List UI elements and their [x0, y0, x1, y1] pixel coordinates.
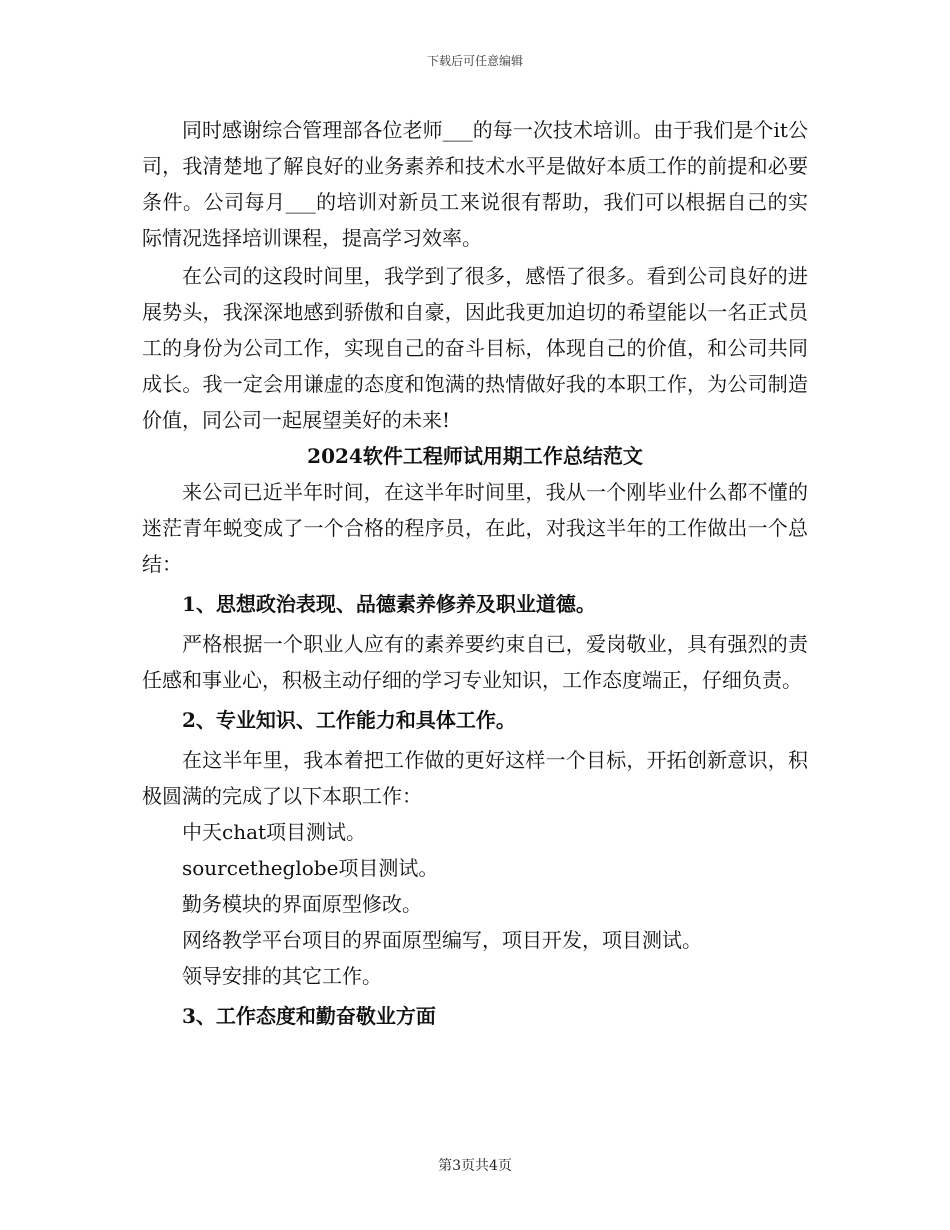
document-title: 2024软件工程师试用期工作总结范文 [307, 444, 643, 468]
paragraph-training: 同时感谢综合管理部各位老师___的每一次技术培训。由于我们是个it公司，我清楚地了解良好的业务素养和技术水平是做好本质工作的前提和必要条件。公司每月___的培训对新员工来说很有帮助，我们可以根据自己的实际情况选择培训课程，提高学习效率。 [142, 118, 808, 250]
section-heading-1: 1、思想政治表现、品德素养修养及职业道德。 [182, 592, 596, 616]
section-heading-3: 3、工作态度和勤奋敬业方面 [182, 1004, 436, 1028]
document-body [142, 112, 808, 1038]
list-item: 中天chat项目测试。 [182, 820, 367, 844]
section-heading-2: 2、专业知识、工作能力和具体工作。 [182, 708, 516, 732]
list-item: 领导安排的其它工作。 [182, 964, 382, 988]
paragraph-growth: 在公司的这段时间里，我学到了很多，感悟了很多。看到公司良好的进展势头，我深深地感到骄傲和自豪，因此我更加迫切的希望能以一名正式员工的身份为公司工作，实现自己的奋斗目标，体现自己的价值，和公司共同成长。我一定会用谦虚的态度和饱满的热情做好我的本职工作，为公司制造价值，同公司一起展望美好的未来! [142, 264, 808, 432]
section-text-2: 在这半年里，我本着把工作做的更好这样一个目标，开拓创新意识，积极圆满的完成了以下本职工作： [142, 748, 808, 808]
page-number: 第3页共4页 [438, 1158, 512, 1174]
list-item: 网络教学平台项目的界面原型编写，项目开发，项目测试。 [182, 928, 702, 952]
header-note: 下载后可任意编辑 [426, 54, 523, 68]
list-item: sourcetheglobe项目测试。 [182, 856, 439, 880]
section-text-1: 严格根据一个职业人应有的素养要约束自已，爱岗敬业，具有强烈的责任感和事业心，积极主动仔细的学习专业知识，工作态度端正，仔细负责。 [142, 632, 808, 692]
paragraph-intro: 来公司已近半年时间，在这半年时间里，我从一个刚毕业什么都不懂的迷茫青年蜕变成了一个合格的程序员，在此，对我这半年的工作做出一个总结： [142, 480, 808, 576]
list-item: 勤务模块的界面原型修改。 [182, 892, 422, 916]
